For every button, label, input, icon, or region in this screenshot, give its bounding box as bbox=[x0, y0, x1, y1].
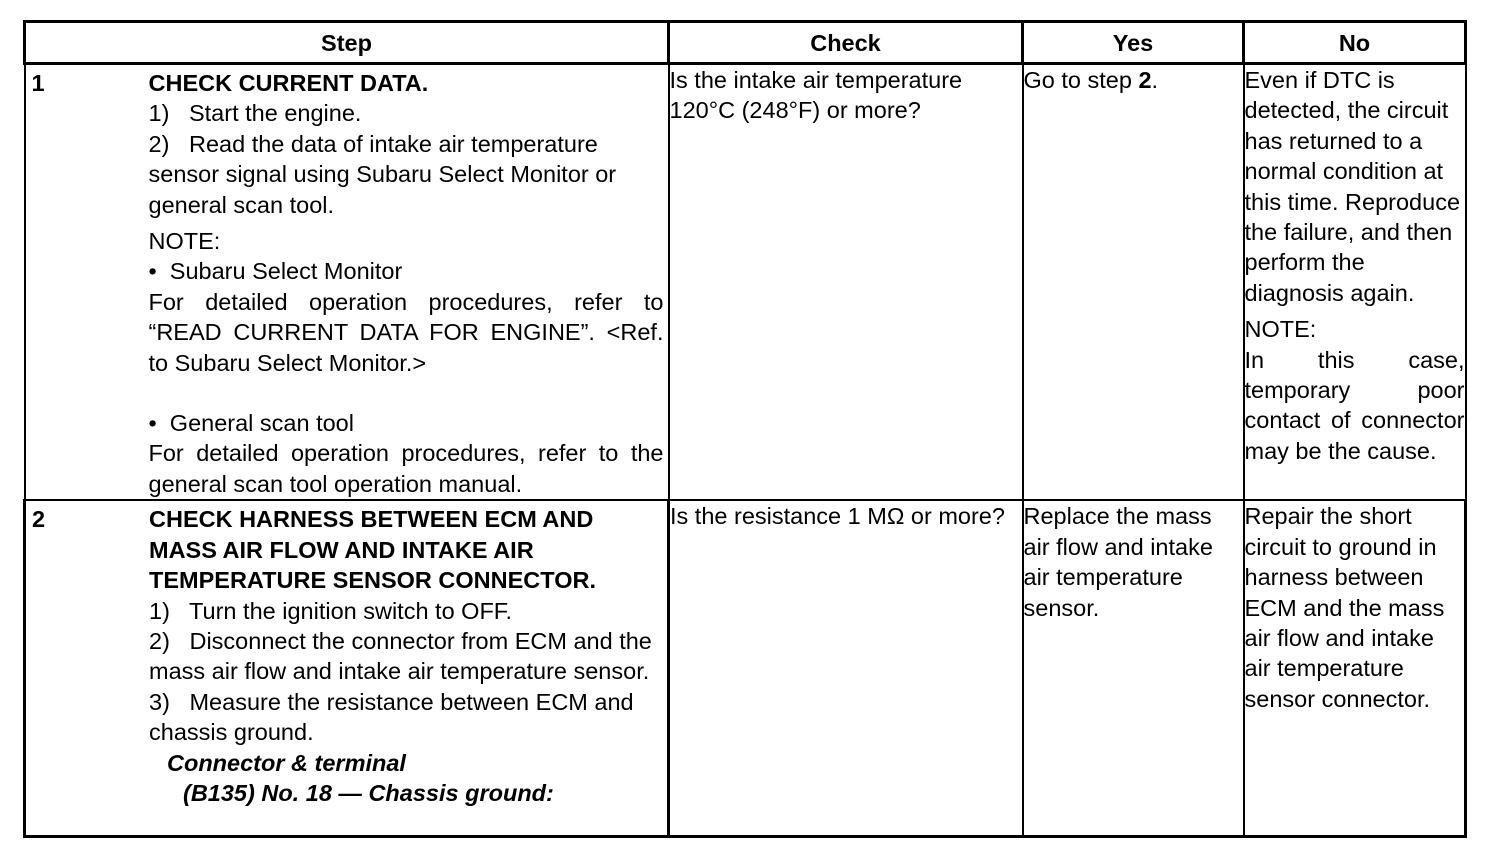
step-number: 1 bbox=[31, 70, 45, 96]
bullet-text: For detailed operation procedures, refer to the general scan tool operation manual. bbox=[148, 440, 664, 497]
step-instruction: 1) Turn the ignition switch to OFF. bbox=[149, 597, 513, 624]
bullet-item: • General scan tool bbox=[148, 410, 354, 437]
connector-detail: (B135) No. 18 — Chassis ground: bbox=[183, 779, 554, 806]
connector-title: Connector & terminal bbox=[167, 749, 406, 776]
note-label: NOTE: bbox=[148, 228, 221, 255]
step-instruction: 1) Start the engine. bbox=[148, 100, 362, 127]
step-cell bbox=[25, 64, 669, 501]
yes-action: Replace the mass air flow and intake air temperature sensor. bbox=[1023, 503, 1213, 621]
step-instruction: 2) Read the data of intake air temperature sensor signal using Subaru Select Monitor or general scan tool. bbox=[148, 130, 617, 218]
check-question: Is the resistance 1 MΩ or more? bbox=[670, 503, 1005, 530]
step-reference: 2 bbox=[1138, 67, 1152, 93]
no-action: Repair the short circuit to ground in harness between ECM and the mass air flow and intake air temperature sensor connector. bbox=[1244, 503, 1445, 712]
bullet-item: • Subaru Select Monitor bbox=[148, 258, 403, 285]
yes-action: Go to step 2. bbox=[1023, 67, 1159, 93]
header-no: No bbox=[1244, 22, 1466, 64]
no-action: Even if DTC is detected, the circuit has returned to a normal condition at this time. Reproduce the failure, and then perform the diagnosis again. bbox=[1244, 67, 1461, 306]
header-yes: Yes bbox=[1023, 22, 1244, 64]
header-row bbox=[25, 22, 1466, 64]
header-step: Step bbox=[25, 22, 669, 64]
note-label: NOTE: bbox=[1244, 316, 1317, 343]
step-number: 2 bbox=[32, 506, 46, 533]
step-cell bbox=[25, 500, 669, 836]
step-instruction: 2) Disconnect the connector from ECM and the mass air flow and intake air temperature sensor. bbox=[149, 627, 652, 685]
table-row bbox=[25, 500, 1466, 836]
check-question: Is the intake air temperature 120°C (248°F) or more? bbox=[669, 67, 963, 124]
check-cell bbox=[669, 500, 1023, 836]
note-text: In this case, temporary poor contact of connector may be the cause. bbox=[1244, 346, 1465, 464]
diagnostic-table bbox=[23, 20, 1467, 838]
no-cell bbox=[1244, 500, 1466, 836]
step-instruction: 3) Measure the resistance between ECM and chassis ground. bbox=[149, 688, 634, 746]
no-cell bbox=[1244, 64, 1466, 501]
step-title: CHECK HARNESS BETWEEN ECM AND MASS AIR FLOW AND INTAKE AIR TEMPERATURE SENSOR CONNECTOR. bbox=[149, 506, 596, 594]
yes-cell bbox=[1023, 64, 1244, 501]
bullet-text: For detailed operation procedures, refer to “READ CURRENT DATA FOR ENGINE”. <Ref. to Subaru Select Monitor.> bbox=[148, 288, 664, 376]
step-title: CHECK CURRENT DATA. bbox=[148, 70, 429, 96]
yes-cell bbox=[1023, 500, 1244, 836]
table-row bbox=[25, 64, 1466, 501]
check-cell bbox=[669, 64, 1023, 501]
header-check: Check bbox=[669, 22, 1023, 64]
